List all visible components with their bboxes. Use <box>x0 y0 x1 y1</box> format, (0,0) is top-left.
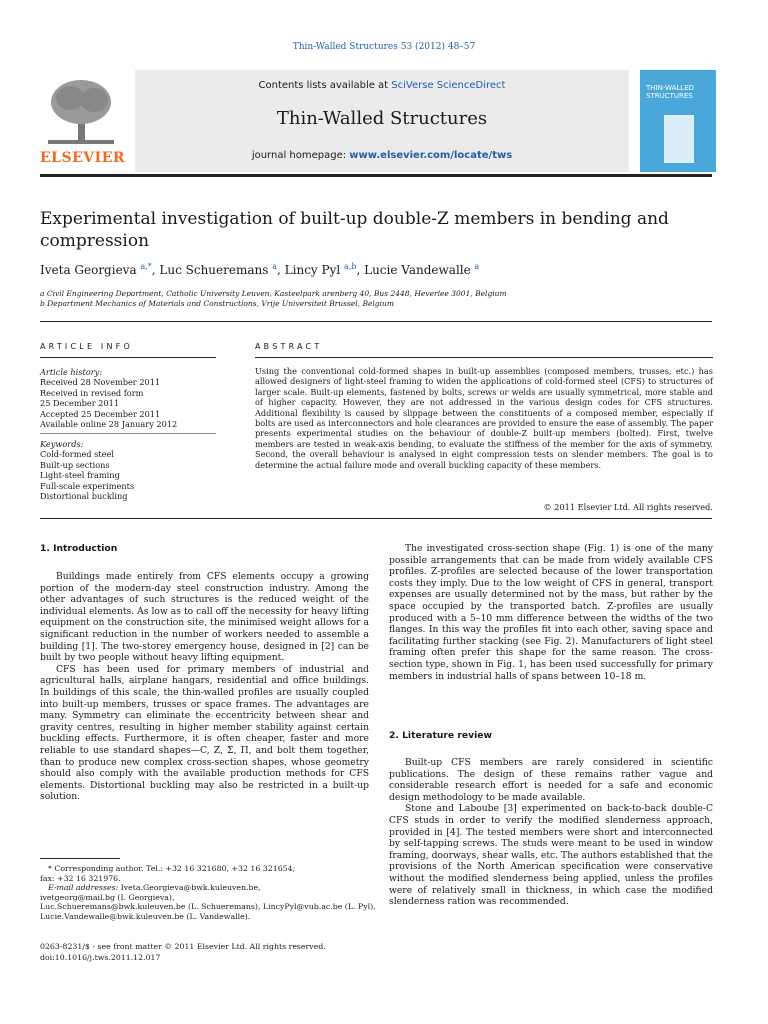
history-line: Received in revised form <box>40 387 144 398</box>
email-link[interactable]: Lucie.Vandewalle@bwk.kuleuven.be (L. Vandewalle). <box>40 911 251 921</box>
keyword: Full-scale experiments <box>40 480 135 491</box>
journal-reference[interactable]: Thin-Walled Structures 53 (2012) 48–57 <box>292 42 476 52</box>
abstract-text: Using the conventional cold-formed shapes in built-up assemblies (composed members, trusses, etc.) has allowed designers of light-steel framing to widen the applications of cold-formed steel (CFS) to structures of larger scale. Built-up elements, fastened by bolts, screws or welds are usually symmetrical, more stable and of higher capacity. However, they are not addressed in the various design codes for CFS structures. Additional flexibility is caused by slippage between the constituents of a composed member, especially if bolts are used as interconnectors and hole clearances are provided to ensure the ease of assembly. The paper presents experimental studies on the behaviour of double-Z built-up members (bolted). First, twelve members are tested in weak-axis bending, to evaluate the stiffness of the member for the axis of symmetry. Second, the overall behaviour is analysed in eight compression tests on slender members. The goal is to determine the actual failure mode and overall buckling capacity of these members. <box>255 366 713 470</box>
cover-title: THIN-WALLED STRUCTURES <box>646 84 695 100</box>
author-list: Iveta Georgieva $^{a,*}$, Luc Schueremans $^a$, Lincy Pyl $^{a,b}$, Lucie Vandewalle $^a$ <box>40 262 480 277</box>
article-info-heading: ARTICLE INFO <box>40 342 133 351</box>
history-line: Received 28 November 2011 <box>40 377 161 388</box>
keyword: Cold-formed steel <box>40 449 114 460</box>
section-heading-introduction: 1. Introduction <box>40 543 118 554</box>
author-affiliation-mark[interactable]: a <box>474 262 480 271</box>
email-link[interactable]: ivetgeorg@mail.bg (I. Georgieva), <box>40 892 175 902</box>
fax-line: fax: +32 16 321976. <box>40 873 121 883</box>
contents-prefix: Contents lists available at <box>258 80 392 91</box>
copyright: © 2011 Elsevier Ltd. All rights reserved. <box>543 502 713 512</box>
email-label: E-mail addresses: <box>48 883 119 893</box>
author-name: Lucie Vandewalle <box>364 263 471 277</box>
author-name: Iveta Georgieva <box>40 263 137 277</box>
section-heading-literature-review: 2. Literature review <box>389 730 492 741</box>
paragraph: CFS has been used for primary members of industrial and agricultural halls, airplane hangars, residential and office buildings. In buildings of this scale, the thin-walled profiles are usually coupled into built-up members, trusses or space frames. The advantages are many. Symmetry can eliminate the eccentricity between shear and gravity centres, resulting in higher member stability against certain buckling effects. Furthermore, it is often cheaper, faster and more reliable to use standard shapes—C, Z, Σ, Π, and bolt them together, than to produce new complex cross-section shapes, whose geometry should also comply with the available production methods for CFS elements. Distortional buckling may also be restricted in a built-up solution. <box>40 663 369 803</box>
paragraph: Buildings made entirely from CFS elements occupy a growing portion of the modern-day steel construction industry. Among the other advantages of such structures is the reduced weight of the individual elements. As low as to call off the necessity for heavy lifting equipment on the construction site, the minimised weight allows for a significant reduction in the number of workers needed to assemble a building [1]. The two-storey emergency house, designed in [2] can be built by two people without heavy lifting equipment. <box>40 571 369 664</box>
article-history <box>40 367 240 429</box>
author-name: Luc Schueremans <box>159 263 269 277</box>
paragraph: Built-up CFS members are rarely considered in scientific publications. The design of these remains rather vague and considerable research effort is needed for a safe and economic design methodology to be made available. <box>389 757 713 803</box>
keyword: Built-up sections <box>40 459 110 470</box>
abstract-end-rule <box>40 518 712 519</box>
right-column-body-2 <box>389 757 713 908</box>
journal-title: Thin-Walled Structures <box>276 108 488 129</box>
affiliation-a: a Civil Engineering Department, Catholic University Leuven, Kasteelpark arenberg 40, Bus 2448, Heverlee 3001, Belgium <box>40 289 507 298</box>
keywords-label: Keywords: <box>40 439 84 449</box>
abstract-heading: ABSTRACT <box>255 342 323 351</box>
author-affiliation-mark[interactable]: a <box>272 262 278 271</box>
front-matter-info <box>40 942 326 963</box>
paragraph: Stone and Laboube [3] experimented on back-to-back double-C CFS studs in order to verify the modified slenderness approach, provided in [4]. The tested members were short and interconnected by self-tapping screws. The studs were meant to be used in window framing, doorways, shear walls, etc. The authors established that the provisions of the North American specification were conservative without the modified slenderness being applied, unless the profiles were of relatively small in thickness, in which case the modified slenderness ration was recommended. <box>389 803 713 908</box>
affiliation-b: b Department Mechanics of Materials and Constructions, Vrije Universiteit Brussel, Belgium <box>40 299 394 308</box>
footnotes <box>40 864 380 922</box>
sciencedirect-link[interactable]: SciVerse ScienceDirect <box>391 80 506 91</box>
article-title: Experimental investigation of built-up double-Z members in bending and compression <box>40 209 669 251</box>
keywords-rule <box>40 433 216 434</box>
header-rule <box>40 174 712 177</box>
author-affiliation-mark[interactable]: a,* <box>140 262 152 271</box>
journal-cover-thumbnail <box>640 70 716 172</box>
paragraph: The investigated cross-section shape (Fig. 1) is one of the many possible arrangements that can be made from widely available CFS profiles. Z-profiles are selected because of the lower transportation costs they imply. Due to the low weight of CFS in general, transport expenses are usually determined not by the mass, but rather by the space occupied by the transported batch. Z-profiles are usually produced with a 5–10 mm difference between the widths of the two flanges. In this way the profiles fit into each other, saving space and facilitating further stacking (see Fig. 2). Manufacturers of light steel framing often prefer this shape for the same reason. The cross-section type, shown in Fig. 1, has been used successfully for primary members in industrial halls of spans between 10–18 m. <box>389 543 713 682</box>
email-link[interactable]: Luc.Schueremans@bwk.kuleuven.be (L. Schueremans), LincyPyl@vub.ac.be (L. Pyl), <box>40 902 376 912</box>
right-column-body <box>389 543 713 682</box>
abstract-rule <box>255 357 713 358</box>
history-line: 25 December 2011 <box>40 398 120 409</box>
homepage-label: journal homepage: <box>251 150 350 161</box>
contents-line <box>135 80 629 91</box>
corresponding-author: * Corresponding author. Tel.: +32 16 321680, +32 16 321654; <box>48 864 296 873</box>
homepage-link[interactable]: www.elsevier.com/locate/tws <box>349 150 513 161</box>
issn-line: 0263-8231/$ - see front matter © 2011 Elsevier Ltd. All rights reserved. <box>40 942 326 951</box>
article-info-rule <box>40 357 216 358</box>
footnote-rule <box>40 858 120 859</box>
publisher-name: ELSEVIER <box>40 150 126 166</box>
history-line: Accepted 25 December 2011 <box>40 408 161 419</box>
history-label: Article history: <box>40 367 102 377</box>
homepage-line <box>135 150 629 161</box>
section-rule <box>40 321 712 322</box>
history-line: Available online 28 January 2012 <box>40 419 178 430</box>
cover-inset <box>664 115 694 163</box>
left-column-body <box>40 571 369 803</box>
keyword: Light-steel framing <box>40 470 120 481</box>
author-affiliation-mark[interactable]: a,b <box>344 262 357 271</box>
author-name: Lincy Pyl <box>284 263 341 277</box>
keyword: Distortional buckling <box>40 491 128 502</box>
doi-link[interactable]: doi:10.1016/j.tws.2011.12.017 <box>40 952 161 962</box>
email-link[interactable]: Iveta.Georgieva@bwk.kuleuven.be, <box>120 883 261 893</box>
keywords <box>40 439 240 501</box>
